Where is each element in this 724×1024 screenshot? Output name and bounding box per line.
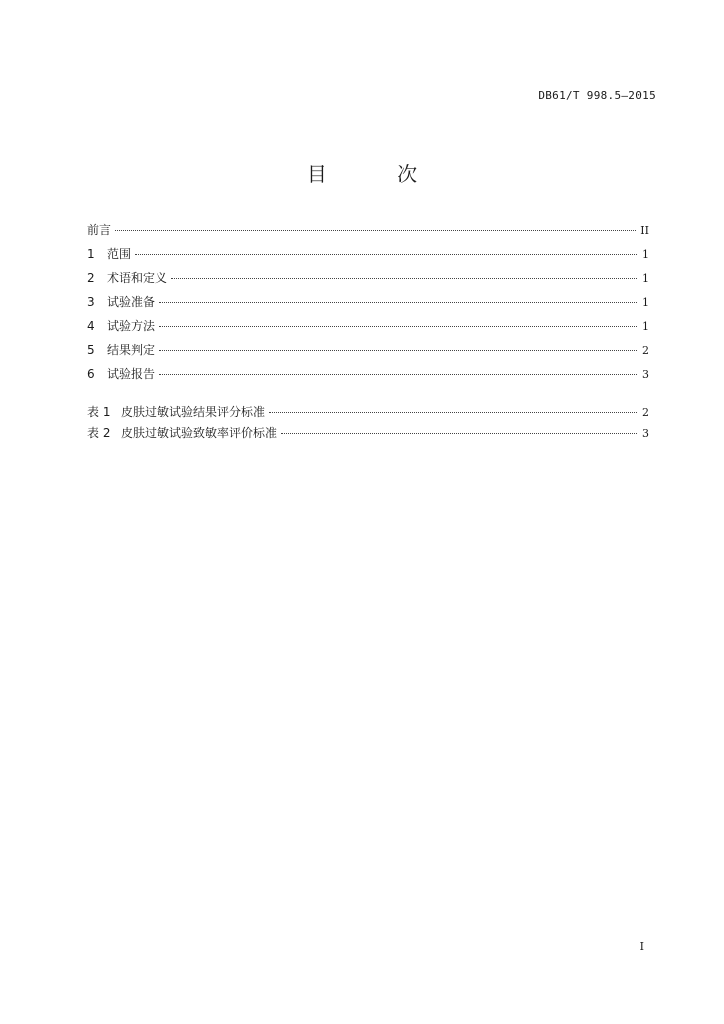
- toc-dot-leader: [159, 350, 637, 351]
- toc-entry-text: 结果判定: [107, 343, 156, 357]
- toc-entry-text: 试验准备: [107, 295, 156, 309]
- toc-dot-leader: [269, 412, 637, 413]
- toc-table-list: [87, 402, 649, 444]
- document-code: DB61/T 998.5—2015: [538, 89, 656, 102]
- toc-entry-number: 4: [87, 319, 95, 333]
- page-number: I: [639, 940, 644, 953]
- toc-entry-text: 试验方法: [107, 319, 156, 333]
- toc-page-number: 1: [642, 320, 649, 333]
- toc-entry-number: 6: [87, 367, 95, 381]
- toc-entry-scope[interactable]: [87, 242, 649, 266]
- toc-page-number: 1: [642, 272, 649, 285]
- toc-entry-number: 5: [87, 343, 95, 357]
- toc-dot-leader: [159, 302, 637, 303]
- toc-entry-text: 范围: [107, 247, 132, 261]
- toc-entry-judgment[interactable]: [87, 338, 649, 362]
- toc-page-number: 2: [642, 344, 649, 357]
- toc-page-number: II: [640, 224, 649, 237]
- toc-entry-number: 表 1: [87, 405, 111, 419]
- toc-entry-method[interactable]: [87, 314, 649, 338]
- toc-page-number: 1: [642, 248, 649, 261]
- toc-entry-text: 皮肤过敏试验致敏率评价标准: [121, 426, 278, 440]
- toc-entry-table-2[interactable]: [87, 423, 649, 444]
- toc-entry-report[interactable]: [87, 362, 649, 386]
- toc-entry-text: 试验报告: [107, 367, 156, 381]
- toc-entry-text: 皮肤过敏试验结果评分标准: [121, 405, 266, 419]
- toc-dot-leader: [171, 278, 637, 279]
- toc-dot-leader: [135, 254, 637, 255]
- toc-dot-leader: [159, 326, 637, 327]
- toc-entry-number: 表 2: [87, 426, 111, 440]
- toc-page-number: 3: [642, 368, 649, 381]
- toc-entry-terms[interactable]: [87, 266, 649, 290]
- toc-entry-foreword[interactable]: [87, 218, 649, 242]
- toc-section-list: [87, 218, 649, 386]
- toc-dot-leader: [115, 230, 636, 231]
- toc-entry-table-1[interactable]: [87, 402, 649, 423]
- toc-entry-text: 术语和定义: [107, 271, 168, 285]
- page-title: 目 次: [306, 162, 450, 186]
- toc-entry-number: 3: [87, 295, 95, 309]
- toc-page-number: 1: [642, 296, 649, 309]
- toc-dot-leader: [281, 433, 637, 434]
- toc-page-number: 2: [642, 406, 649, 419]
- toc-page-number: 3: [642, 427, 649, 440]
- toc-entry-number: 1: [87, 247, 95, 261]
- toc-entry-text: 前言: [87, 223, 112, 237]
- toc-entry-number: 2: [87, 271, 95, 285]
- toc-entry-preparation[interactable]: [87, 290, 649, 314]
- toc-dot-leader: [159, 374, 637, 375]
